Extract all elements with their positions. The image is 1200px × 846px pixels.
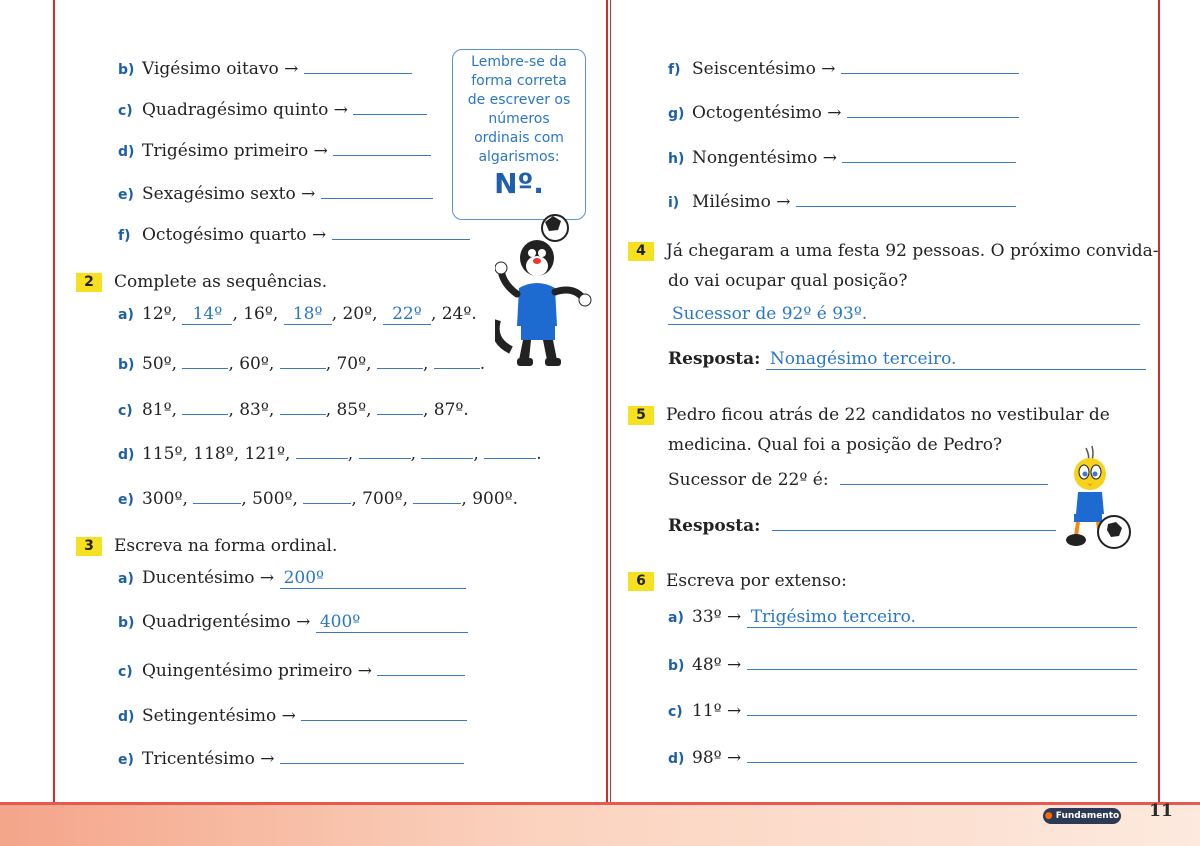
q4-answer[interactable]: Sucessor de 92º é 93º. xyxy=(668,304,1140,325)
q4-response-answer[interactable]: Nonagésimo terceiro. xyxy=(766,349,1146,370)
tip-line: ordinais com xyxy=(474,130,564,146)
ordinal-form-b xyxy=(118,611,468,634)
answer-blank[interactable] xyxy=(747,697,1137,716)
question-4 xyxy=(628,236,1159,296)
tip-symbol: Nº. xyxy=(494,167,544,200)
item-label: e) xyxy=(118,492,134,508)
ordinal-item-i xyxy=(668,188,1016,214)
cat-mascot-illustration xyxy=(495,210,595,372)
sequence-a xyxy=(118,303,477,326)
sequence-d xyxy=(118,440,542,466)
item-text: 11º → xyxy=(692,701,742,721)
seq-text: , 500º, xyxy=(241,489,298,509)
answer-blank[interactable] xyxy=(359,440,411,459)
item-text: Tricentésimo → xyxy=(142,749,275,769)
seq-text: , xyxy=(347,444,354,464)
question-text-line2: do vai ocupar qual posição? xyxy=(668,271,908,291)
seq-text: , 20º, xyxy=(331,304,378,324)
q4-response xyxy=(668,348,1146,370)
item-label: d) xyxy=(118,709,135,725)
question-number: 6 xyxy=(628,572,654,591)
ordinal-answer[interactable]: 400º xyxy=(316,612,468,633)
left-page-border xyxy=(53,0,55,802)
response-label: Resposta: xyxy=(668,349,761,369)
answer-blank[interactable] xyxy=(332,221,470,240)
ordinal-answer[interactable]: 200º xyxy=(280,568,466,589)
answer-blank[interactable] xyxy=(796,188,1016,207)
question-text: Escreva por extenso: xyxy=(666,571,847,591)
brand-dot-icon: ● xyxy=(1044,811,1053,821)
item-text: Sexagésimo sexto → xyxy=(142,184,316,204)
ordinal-form-d xyxy=(118,702,467,728)
question-text: Complete as sequências. xyxy=(114,272,328,292)
seq-text: , 900º. xyxy=(461,489,519,509)
item-label: h) xyxy=(668,151,685,167)
item-text: 48º → xyxy=(692,655,742,675)
tip-line: algarismos: xyxy=(478,149,560,165)
sequence-b xyxy=(118,350,485,376)
question-6-title xyxy=(628,570,847,592)
item-label: b) xyxy=(118,62,135,78)
seq-text: 300º, xyxy=(142,489,188,509)
ordinal-form-e xyxy=(118,745,464,771)
item-label: g) xyxy=(668,106,685,122)
item-text: Seiscentésimo → xyxy=(692,59,836,79)
item-label: f) xyxy=(668,62,681,78)
sequence-e xyxy=(118,485,518,511)
question-number: 3 xyxy=(76,537,102,556)
item-label: d) xyxy=(668,751,685,767)
item-text: Setingentésimo → xyxy=(142,706,296,726)
seq-text: , 700º, xyxy=(351,489,408,509)
question-number: 5 xyxy=(628,406,654,425)
response-label: Resposta: xyxy=(668,516,761,536)
item-text: Octogentésimo → xyxy=(692,103,842,123)
ordinal-form-a xyxy=(118,567,466,590)
item-label: c) xyxy=(118,403,133,419)
answer-blank[interactable] xyxy=(841,55,1019,74)
ordinal-item-c xyxy=(118,96,427,122)
item-label: i) xyxy=(668,195,680,211)
sequence-answer[interactable]: 22º xyxy=(383,304,431,325)
item-text: Milésimo → xyxy=(692,192,791,212)
ordinal-item-e xyxy=(118,180,433,206)
seq-text: , 87º. xyxy=(422,400,469,420)
item-label: c) xyxy=(118,103,133,119)
extenso-a xyxy=(668,606,1137,629)
item-label: f) xyxy=(118,228,131,244)
answer-blank[interactable] xyxy=(182,350,228,369)
footer-rule xyxy=(0,802,1200,805)
sequence-answer[interactable]: 18º xyxy=(284,304,332,325)
item-label: b) xyxy=(118,615,135,631)
question-2-title xyxy=(76,271,327,293)
answer-blank[interactable] xyxy=(304,55,412,74)
tip-line: de escrever os xyxy=(467,92,571,108)
answer-blank[interactable] xyxy=(377,396,423,415)
question-text: Escreva na forma ordinal. xyxy=(114,536,338,556)
extenso-b xyxy=(668,651,1137,677)
answer-blank[interactable] xyxy=(296,440,348,459)
ordinal-item-f xyxy=(118,221,470,247)
item-text: Ducentésimo → xyxy=(142,568,275,588)
answer-blank[interactable] xyxy=(280,350,326,369)
answer-blank[interactable] xyxy=(377,350,423,369)
extenso-c xyxy=(668,697,1137,723)
seq-text: , xyxy=(473,444,479,464)
seq-text: . xyxy=(479,354,486,374)
q4-answer-line xyxy=(668,303,1140,325)
answer-blank[interactable] xyxy=(353,96,427,115)
answer-blank[interactable] xyxy=(193,485,241,504)
item-text: Quingentésimo primeiro → xyxy=(142,661,373,681)
answer-blank[interactable] xyxy=(321,180,433,199)
answer-blank[interactable] xyxy=(772,512,1056,531)
item-text: Quadragésimo quinto → xyxy=(142,100,348,120)
brand-name: Fundamento xyxy=(1055,811,1120,821)
ordinal-item-b xyxy=(118,55,412,81)
answer-blank[interactable] xyxy=(842,144,1016,163)
tip-line: números xyxy=(488,111,550,127)
page-number: 11 xyxy=(1149,801,1173,821)
answer-blank[interactable] xyxy=(840,466,1048,485)
ordinal-form-c xyxy=(118,657,465,683)
seq-text: , 24º. xyxy=(430,304,477,324)
seq-text: , xyxy=(410,444,416,464)
seq-text: , 83º, xyxy=(228,400,275,420)
q5-successor xyxy=(668,466,1048,491)
tip-line: forma correta xyxy=(471,73,567,89)
center-border-left xyxy=(606,0,608,802)
item-label: e) xyxy=(118,187,134,203)
answer-blank[interactable] xyxy=(280,745,464,764)
center-border-right xyxy=(610,0,611,802)
ordinal-item-d xyxy=(118,137,431,163)
answer-blank[interactable] xyxy=(421,440,473,459)
question-text-line2: medicina. Qual foi a posição de Pedro? xyxy=(668,435,1003,455)
item-text: Trigésimo primeiro → xyxy=(142,141,328,161)
item-label: d) xyxy=(118,144,135,160)
ordinal-item-g xyxy=(668,99,1019,125)
item-label: c) xyxy=(668,704,683,720)
seq-text: 81º, xyxy=(142,400,178,420)
item-label: b) xyxy=(668,658,685,674)
ordinal-item-h xyxy=(668,144,1016,170)
answer-blank[interactable] xyxy=(280,396,326,415)
extenso-d xyxy=(668,744,1137,770)
item-text: Quadrigentésimo → xyxy=(142,612,311,632)
answer-blank[interactable] xyxy=(301,702,467,721)
item-label: e) xyxy=(118,752,134,768)
item-label: a) xyxy=(118,571,134,587)
item-label: a) xyxy=(668,610,684,626)
answer-blank[interactable] xyxy=(182,396,228,415)
answer-blank[interactable] xyxy=(747,651,1137,670)
item-text: 98º → xyxy=(692,748,742,768)
answer-blank[interactable] xyxy=(413,485,461,504)
seq-text: , 85º, xyxy=(325,400,372,420)
item-label: d) xyxy=(118,447,135,463)
extenso-answer[interactable]: Trigésimo terceiro. xyxy=(747,607,1137,628)
q5-successor-text: Sucessor de 22º é: xyxy=(668,470,829,490)
tip-box xyxy=(452,49,586,220)
seq-text: 115º, 118º, 121º, xyxy=(142,444,291,464)
item-text: Nongentésimo → xyxy=(692,148,838,168)
item-label: a) xyxy=(118,307,134,323)
item-text: Octogésimo quarto → xyxy=(142,225,327,245)
seq-text: , 70º, xyxy=(325,354,372,374)
answer-blank[interactable] xyxy=(484,440,536,459)
answer-blank[interactable] xyxy=(747,744,1137,763)
sequence-answer[interactable]: 14º xyxy=(182,304,232,325)
question-text: Pedro ficou atrás de 22 candidatos no vestibular de xyxy=(666,405,1110,425)
seq-text: , 60º, xyxy=(228,354,275,374)
sequence-c xyxy=(118,396,469,422)
ordinal-item-f-right xyxy=(668,55,1019,81)
answer-blank[interactable] xyxy=(434,350,480,369)
answer-blank[interactable] xyxy=(377,657,465,676)
seq-text: . xyxy=(536,444,542,464)
right-page-border xyxy=(1158,0,1160,802)
tip-line: Lembre-se da xyxy=(471,54,567,70)
q5-response xyxy=(668,512,1056,537)
answer-blank[interactable] xyxy=(303,485,351,504)
item-label: c) xyxy=(118,664,133,680)
item-text: 33º → xyxy=(692,607,742,627)
question-text: Já chegaram a uma festa 92 pessoas. O próximo convida- xyxy=(666,241,1159,261)
publisher-brand-badge xyxy=(1043,808,1121,824)
bird-mascot-illustration xyxy=(1058,444,1134,554)
seq-text: , xyxy=(422,354,429,374)
question-number: 2 xyxy=(76,273,102,292)
footer-band xyxy=(0,802,1200,846)
seq-text: 12º, xyxy=(142,304,178,324)
seq-text: 50º, xyxy=(142,354,178,374)
answer-blank[interactable] xyxy=(333,137,431,156)
question-5 xyxy=(628,400,1148,460)
seq-text: , 16º, xyxy=(232,304,279,324)
question-3-title xyxy=(76,535,337,557)
answer-blank[interactable] xyxy=(847,99,1019,118)
item-text: Vigésimo oitavo → xyxy=(142,59,299,79)
question-number: 4 xyxy=(628,242,654,261)
item-label: b) xyxy=(118,357,135,373)
